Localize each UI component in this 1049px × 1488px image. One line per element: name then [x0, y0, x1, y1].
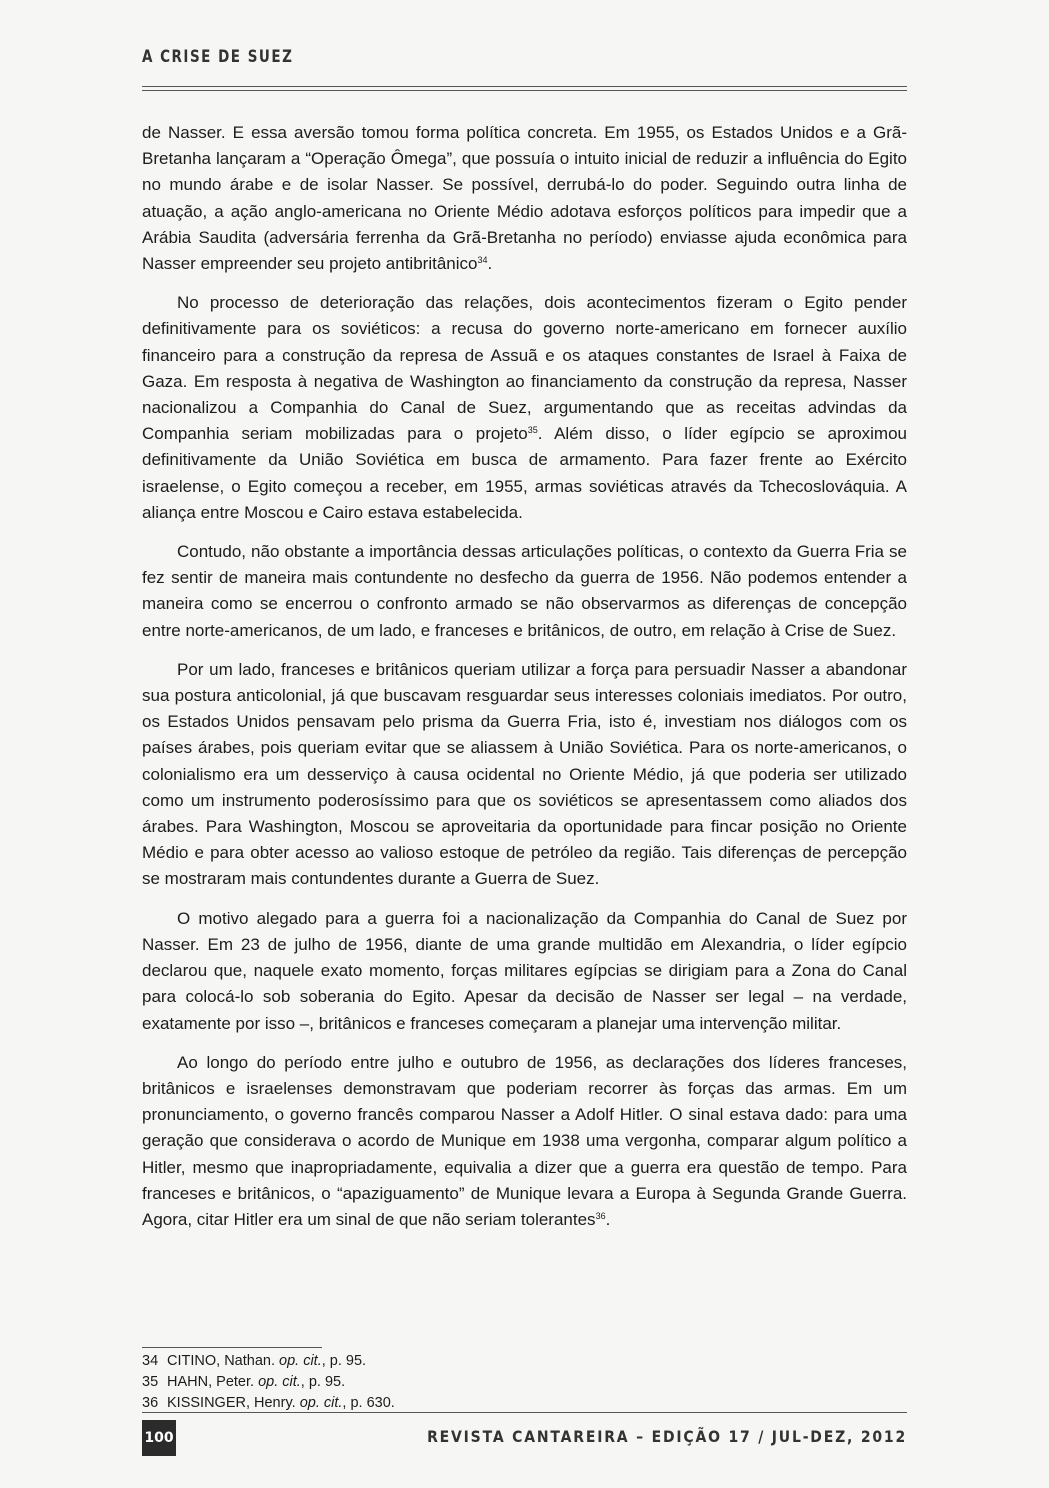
footnote-35 — [142, 1372, 907, 1393]
paragraph-4 — [142, 657, 907, 893]
footnote-ref: op. cit. — [299, 1395, 343, 1411]
paragraph-5 — [142, 906, 907, 1037]
running-title: A CRISE DE SUEZ — [142, 46, 294, 67]
footnote-ref-36[interactable]: 36 — [595, 1210, 606, 1221]
footnote-36 — [142, 1393, 907, 1414]
paragraph-1 — [142, 120, 907, 277]
footnote-ref-35[interactable]: 35 — [527, 425, 538, 436]
text-segment: . — [487, 254, 493, 274]
footer-rule — [142, 1412, 907, 1413]
text-segment: Contudo, não obstante a importância dessas articulações políticas, o contexto da Guerra Fria se fez sentir de maneira mais contundente no desfecho da guerra de 1956. Não podemos entender a maneira como se encerrou o confronto armado se não observarmos as diferenças de concepção entre norte-americanos, de um lado, e franceses e britânicos, de outro, em relação à Crise de Suez. — [142, 542, 907, 640]
footnote-author: HAHN, Peter. — [167, 1374, 255, 1390]
paragraph-3 — [142, 539, 907, 644]
footnote-number: 36 — [142, 1395, 159, 1411]
text-segment: O motivo alegado para a guerra foi a nacionalização da Companhia do Canal de Suez por Nasser. Em 23 de julho de 1956, diante de uma grande multidão em Alexandria, o líder egípcio declarou que, naquele exato momento, forças militares egípcias se dirigiam para a Zona do Canal para colocá-lo sob soberania do Egito. Apesar da decisão de Nasser ser legal – na verdade, exatamente por isso –, britânicos e franceses começaram a planejar uma intervenção militar. — [142, 908, 907, 1033]
header-rule — [142, 86, 907, 87]
footnote-author: KISSINGER, Henry. — [167, 1395, 296, 1411]
footnote-page: , p. 95. — [321, 1353, 367, 1369]
footnote-ref-34[interactable]: 34 — [477, 255, 488, 266]
footnote-separator — [142, 1347, 322, 1348]
footnotes — [142, 1351, 907, 1414]
footnote-ref: op. cit. — [279, 1353, 322, 1369]
article-body — [142, 120, 907, 1246]
footnote-number: 35 — [142, 1374, 159, 1390]
footnote-author: CITINO, Nathan. — [167, 1353, 275, 1369]
footnote-page: , p. 630. — [342, 1395, 395, 1411]
paragraph-2 — [142, 290, 907, 526]
text-segment: Ao longo do período entre julho e outubro de 1956, as declarações dos líderes franceses, britânicos e israelenses demonstravam que poderiam recorrer às forças das armas. Em um pronunciamento, o governo francês comparou Nasser a Adolf Hitler. O sinal estava dado: para uma geração que considerava o acordo de Munique em 1938 uma vergonha, comparar algum político a Hitler, mesmo que inapropriadamente, equivalia a dizer que a guerra era questão de tempo. Para franceses e britânicos, o “apaziguamento” de Munique levara a Europa à Segunda Grande Guerra. Agora, citar Hitler era um sinal de que não seriam tolerantes — [142, 1052, 907, 1229]
footnote-page: , p. 95. — [300, 1374, 346, 1390]
footnote-number: 34 — [142, 1353, 159, 1369]
page-number: 100 — [142, 1420, 176, 1456]
text-segment: Por um lado, franceses e britânicos queriam utilizar a força para persuadir Nasser a abandonar sua postura anticolonial, já que buscavam resguardar seus interesses coloniais imediatos. Por outro, os Estados Unidos pensavam pelo prisma da Guerra Fria, isto é, investiam nos diálogos com os países árabes, pois queriam evitar que se aliassem à União Soviética. Para os norte-americanos, o colonialismo era um desserviço à causa ocidental no Oriente Médio, já que poderia ser utilizado como um instrumento poderosíssimo para que os soviéticos se apresentassem como aliados dos árabes. Para Washington, Moscou se aproveitaria da oportunidade para fincar posição no Oriente Médio e para obter acesso ao valioso estoque de petróleo da região. Tais diferenças de percepção se mostraram mais contundentes durante a Guerra de Suez. — [142, 659, 907, 889]
text-segment: . Além disso, o líder egípcio se aproximou definitivamente da União Soviética em busca de armamento. Para fazer frente ao Exército israelense, o Egito começou a receber, em 1955, armas soviéticas através da Tchecoslováquia. A aliança entre Moscou e Cairo estava estabelecida. — [142, 424, 907, 522]
text-segment: de Nasser. E essa aversão tomou forma política concreta. Em 1955, os Estados Unidos e a Grã-Bretanha lançaram a “Operação Ômega”, que possuía o intuito inicial de reduzir a influência do Egito no mundo árabe e de isolar Nasser. Se possível, derrubá-lo do poder. Seguindo outra linha de atuação, a ação anglo-americana no Oriente Médio adotava esforços políticos para impedir que a Arábia Saudita (adversária ferrenha da Grã-Bretanha no período) enviasse ajuda econômica para Nasser empreender seu projeto antibritânico — [142, 123, 907, 274]
header-rule — [142, 90, 907, 91]
text-segment: No processo de deterioração das relações, dois acontecimentos fizeram o Egito pender definitivamente para os soviéticos: a recusa do governo norte-americano em fornecer auxílio financeiro para a construção da represa de Assuã e os ataques constantes de Israel à Faixa de Gaza. Em resposta à negativa de Washington ao financiamento da construção da represa, Nasser nacionalizou a Companhia do Canal de Suez, argumentando que as receitas advindas da Companhia seriam mobilizadas para o projeto — [142, 293, 907, 444]
footnote-34 — [142, 1351, 907, 1372]
text-segment: . — [605, 1209, 611, 1229]
journal-name: REVISTA CANTAREIRA – EDIÇÃO 17 / JUL-DEZ, 2012 — [427, 1428, 907, 1447]
paragraph-6 — [142, 1050, 907, 1233]
footnote-ref: op. cit. — [258, 1374, 301, 1390]
